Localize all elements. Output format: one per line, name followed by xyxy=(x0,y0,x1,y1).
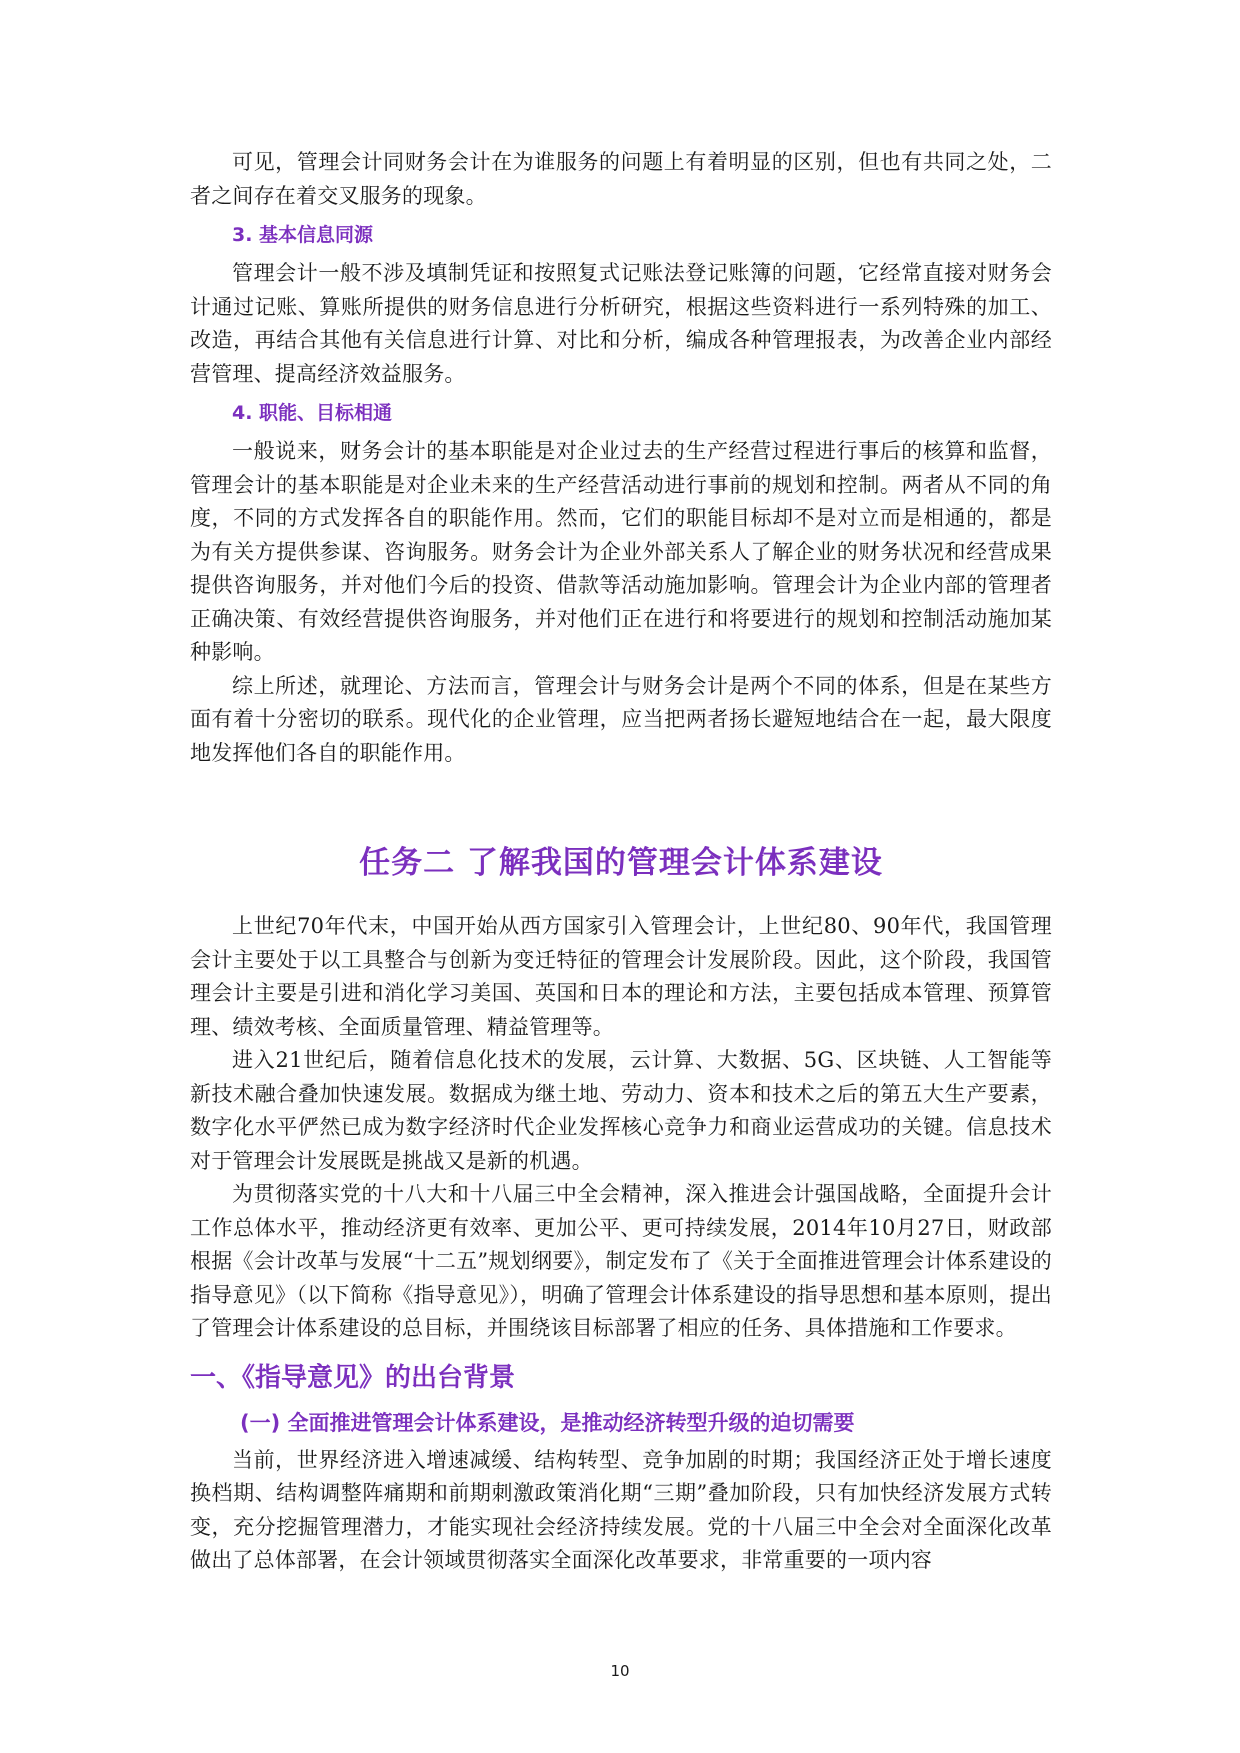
page-content xyxy=(190,146,1052,1578)
paragraph-current-economy: 当前，世界经济进入增速减缓、结构转型、竞争加剧的时期；我国经济正处于增长速度换档期、结构调整阵痛期和前期刺激政策消化期“三期”叠加阶段，只有加快经济发展方式转变，充分挖掘管理潜力，才能实现社会经济持续发展。党的十八届三中全会对全面深化改革做出了总体部署，在会计领域贯彻落实全面深化改革要求，非常重要的一项内容 xyxy=(190,1447,1052,1572)
paragraph-basic-info: 管理会计一般不涉及填制凭证和按照复式记账法登记账簿的问题，它经常直接对财务会计通过记账、算账所提供的财务信息进行分析研究，根据这些资料进行一系列特殊的加工、改造，再结合其他有关信息进行计算、对比和分析，编成各种管理报表，为改善企业内部经营管理、提高经济效益服务。 xyxy=(190,261,1052,386)
paragraph-21st-century: 进入21世纪后，随着信息化技术的发展，云计算、大数据、5G、区块链、人工智能等新技术融合叠加快速发展。数据成为继土地、劳动力、资本和技术之后的第五大生产要素，数字化水平俨然已成为数字经济时代企业发挥核心竞争力和商业运营成功的关键。信息技术对于管理会计发展既是挑战又是新的机遇。 xyxy=(190,1048,1052,1173)
paragraph-guidance-opinion: 为贯彻落实党的十八大和十八届三中全会精神，深入推进会计强国战略，全面提升会计工作总体水平，推动经济更有效率、更加公平、更可持续发展，2014年10月27日，财政部根据《会计改革与发展“十二五”规划纲要》，制定发布了《关于全面推进管理会计体系建设的指导意见》（以下简称《指导意见》），明确了管理会计体系建设的指导思想和基本原则，提出了管理会计体系建设的总目标，并围绕该目标部署了相应的任务、具体措施和工作要求。 xyxy=(190,1182,1052,1340)
section-title-background: 一、《指导意见》的出台背景 xyxy=(190,1362,516,1393)
paragraph-history-1970s: 上世纪70年代末，中国开始从西方国家引入管理会计，上世纪80、90年代，我国管理会计主要处于以工具整合与创新为变迁特征的管理会计发展阶段。因此，这个阶段，我国管理会计主要是引进和消化学习美国、英国和日本的理论和方法，主要包括成本管理、预算管理、绩效考核、全面质量管理、精益管理等。 xyxy=(190,914,1052,1039)
paragraph-cross-service: 可见，管理会计同财务会计在为谁服务的问题上有着明显的区别，但也有共同之处，二者之间存在着交叉服务的现象。 xyxy=(190,150,1052,208)
heading-function-goal-connected: 4. 职能、目标相通 xyxy=(232,402,393,424)
paragraph-functions: 一般说来，财务会计的基本职能是对企业过去的生产经营过程进行事后的核算和监督，管理会计的基本职能是对企业未来的生产经营活动进行事前的规划和控制。两者从不同的角度，不同的方式发挥各自的职能作用。然而，它们的职能目标却不是对立而是相通的，都是为有关方提供参谋、咨询服务。财务会计为企业外部关系人了解企业的财务状况和经营成果提供咨询服务，并对他们今后的投资、借款等活动施加影响。管理会计为企业内部的管理者正确决策、有效经营提供咨询服务，并对他们正在进行和将要进行的规划和控制活动施加某种影响。 xyxy=(190,439,1052,664)
paragraph-summary: 综上所述，就理论、方法而言，管理会计与财务会计是两个不同的体系，但是在某些方面有着十分密切的联系。现代化的企业管理，应当把两者扬长避短地结合在一起，最大限度地发挥他们各自的职能作用。 xyxy=(190,673,1052,765)
subsection-title-urgent-need: (一) 全面推进管理会计体系建设，是推动经济转型升级的迫切需要 xyxy=(240,1410,855,1435)
task-two-title: 任务二 了解我国的管理会计体系建设 xyxy=(359,845,883,881)
page-number: 10 xyxy=(610,1662,630,1680)
heading-basic-info-same-source: 3. 基本信息同源 xyxy=(232,224,374,246)
